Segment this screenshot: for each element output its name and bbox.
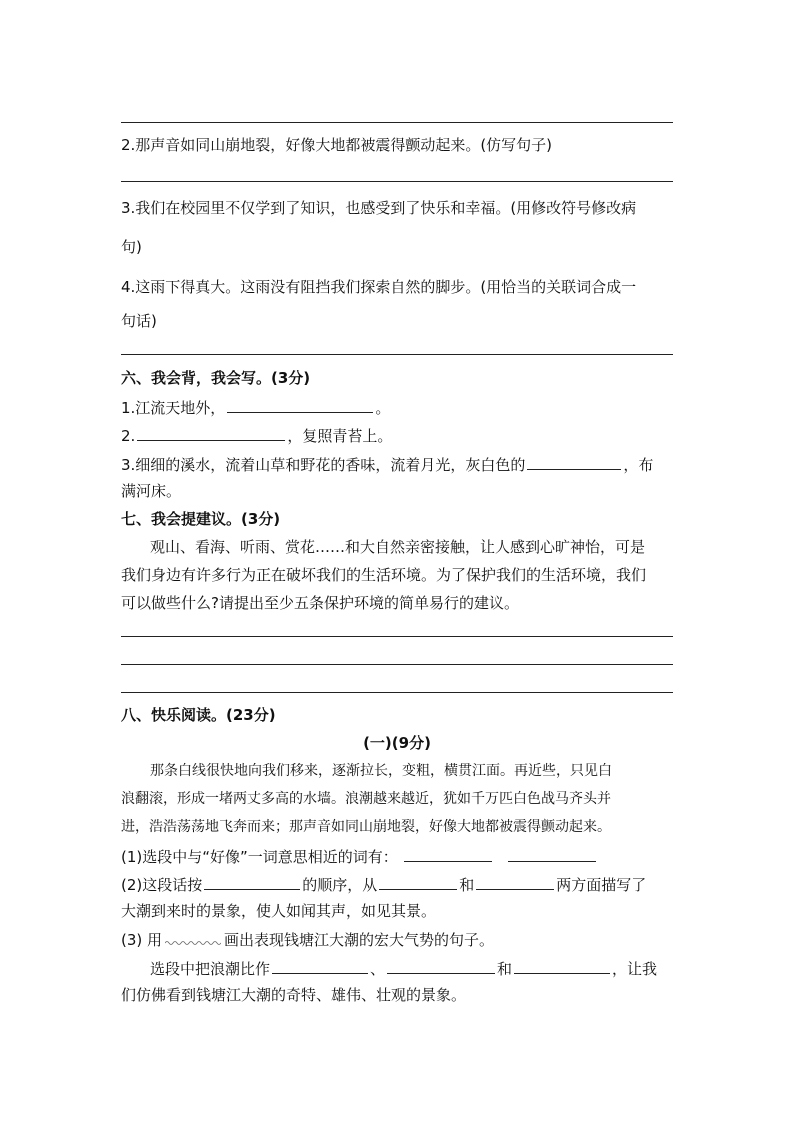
- s6-item3-suffix: ，布: [623, 456, 654, 474]
- q5-item3-line2: 句): [121, 238, 142, 256]
- s8-q1-blank-1[interactable]: [404, 845, 492, 862]
- s8-q2-part3: 和: [459, 876, 475, 894]
- q5-item4-line1: 4.这雨下得真大。这雨没有阻挡我们探索自然的脚步。(用恰当的关联词合成一: [121, 278, 637, 296]
- s8-q2-blank-3[interactable]: [476, 873, 554, 890]
- s8-q2-blank-1[interactable]: [204, 873, 300, 890]
- section7-title: 七、我会提建议。(3分): [121, 510, 281, 528]
- section6-title: 六、我会背，我会写。(3分): [121, 369, 311, 387]
- wavy-underline-icon: [165, 929, 221, 945]
- q5-item4-line2: 句话): [121, 312, 157, 330]
- s6-item2-suffix: ，复照青苔上。: [287, 427, 393, 445]
- s8-passage-line2: 浪翻滚，形成一堵两丈多高的水墙。浪潮越来越近，犹如千万匹白色战马齐头并: [121, 791, 611, 807]
- s8-q2-part2: 的顺序，从: [302, 876, 378, 894]
- s8-passage-line3: 进，浩浩荡荡地飞奔而来；那声音如同山崩地裂，好像大地都被震得颤动起来。: [121, 819, 611, 835]
- q5-item3-line1: 3.我们在校园里不仅学到了知识，也感受到了快乐和幸福。(用修改符号修改病: [121, 199, 637, 217]
- s8-q3b-part3: 和: [497, 960, 513, 978]
- s7-para-line3: 可以做些什么?请提出至少五条保护环境的简单易行的建议。: [121, 594, 519, 612]
- s8-q3: [121, 929, 494, 950]
- s6-item2: [121, 424, 392, 446]
- s6-item1: [121, 396, 390, 418]
- s7-para-line1: 观山、看海、听雨、赏花……和大自然亲密接触，让人感到心旷神怡，可是: [150, 538, 646, 556]
- s8-q3b-line2: 们仿佛看到钱塘江大潮的奇特、雄伟、壮观的景象。: [121, 986, 467, 1004]
- s8-q3b-line1: [150, 957, 657, 979]
- q5-item2: 2.那声音如同山崩地裂，好像大地都被震得颤动起来。(仿写句子): [121, 136, 553, 154]
- s8-q3b-blank-1[interactable]: [272, 957, 368, 974]
- s8-q2-part4: 两方面描写了: [556, 876, 647, 894]
- s8-q3-prefix: (3) 用: [121, 931, 163, 949]
- s8-passage-line1: 那条白线很快地向我们移来，逐渐拉长，变粗，横贯江面。再近些，只见白: [150, 763, 612, 779]
- s8-q3b-blank-2[interactable]: [387, 957, 495, 974]
- s6-item2-blank[interactable]: [137, 424, 285, 441]
- s8-subtitle: (一)(9分): [363, 734, 431, 752]
- s6-item3-line1: [121, 453, 653, 475]
- s8-q3b-part1: 选段中把浪潮比作: [150, 960, 271, 978]
- answer-line[interactable]: [121, 664, 673, 665]
- s6-item1-blank[interactable]: [227, 396, 373, 413]
- answer-line[interactable]: [121, 122, 673, 123]
- s8-q2-line2: 大潮到来时的景象，使人如闻其声，如见其景。: [121, 902, 437, 920]
- s8-q2-blank-2[interactable]: [379, 873, 457, 890]
- s8-q3b-blank-3[interactable]: [514, 957, 610, 974]
- s6-item3-line2: 满河床。: [121, 482, 182, 500]
- s8-q2-line1: [121, 873, 646, 895]
- answer-line[interactable]: [121, 181, 673, 182]
- s6-item2-prefix: 2.: [121, 427, 136, 445]
- s6-item1-prefix: 1.江流天地外，: [121, 399, 226, 417]
- answer-line[interactable]: [121, 354, 673, 355]
- s6-item3-blank[interactable]: [527, 453, 621, 470]
- s7-para-line2: 我们身边有许多行为正在破坏我们的生活环境。为了保护我们的生活环境，我们: [121, 566, 647, 584]
- s8-q3-suffix: 画出表现钱塘江大潮的宏大气势的句子。: [224, 931, 495, 949]
- section8-title: 八、快乐阅读。(23分): [121, 706, 276, 724]
- answer-line[interactable]: [121, 692, 673, 693]
- s8-q3b-part2: 、: [370, 960, 386, 978]
- s8-q2-part1: (2)这段话按: [121, 876, 203, 894]
- s8-q1-blank-2[interactable]: [508, 845, 596, 862]
- answer-line[interactable]: [121, 636, 673, 637]
- s8-q3b-part4: ，让我: [612, 960, 658, 978]
- s6-item3-prefix: 3.细细的溪水，流着山草和野花的香味，流着月光，灰白色的: [121, 456, 526, 474]
- s6-item1-suffix: 。: [375, 399, 391, 417]
- s8-q1-prefix: (1)选段中与“好像”一词意思相近的词有：: [121, 848, 398, 866]
- s8-q1: [121, 845, 598, 867]
